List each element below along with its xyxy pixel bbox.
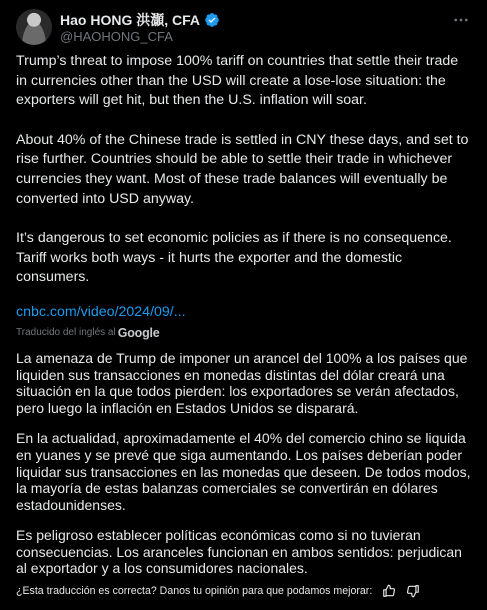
author-handle[interactable]: @HAOHONG_CFA (60, 29, 173, 44)
translation-feedback (16, 584, 473, 598)
post-link[interactable]: cnbc.com/video/2024/09/... (16, 303, 186, 320)
translated-paragraph: En la actualidad, aproximadamente el 40% del comercio chino se liquida en yuanes y se prevé que siga aumentando. Los países deberían poder liquidar sus transacciones en las monedas que deseen. De todos modos, la mayoría de estas balanzas comerciales se convertirán en dólares estadounidenses. (16, 430, 471, 513)
author-name[interactable]: Hao HONG 洪灝, CFA (60, 12, 201, 28)
verified-badge-icon (204, 12, 220, 28)
thumbs-down-icon[interactable] (406, 584, 420, 598)
thumbs-up-icon[interactable] (382, 584, 396, 598)
post-paragraph: Trump’s threat to impose 100% tariff on countries that settle their trade in currencies other than the USD will create a lose-lose situation: the exporters will get hit, but then the U.S. inflation will soar. (16, 53, 459, 109)
google-logo: Google (117, 325, 160, 340)
post-paragraph: It’s dangerous to set economic policies as if there is no consequence. Tariff works both ways - it hurts the exporter and the domestic consumers. (16, 230, 452, 286)
translation-attribution (16, 326, 473, 340)
post-text (16, 52, 473, 288)
translated-text (16, 350, 473, 577)
more-options-icon[interactable] (451, 10, 471, 30)
author-name-line (60, 10, 220, 30)
post-header (16, 8, 473, 48)
post-body (16, 52, 473, 591)
translated-paragraph: Es peligroso establecer políticas económicas como si no tuvieran consecuencias. Los aranceles funcionan en ambos sentidos: perjudican al exportador y a los consumidores nacionales. (16, 527, 462, 577)
feedback-question: ¿Esta traducción es correcta? Danos tu opinión para que podamos mejorar: (16, 585, 373, 597)
translation-label: Traducido del inglés al (16, 327, 116, 339)
avatar[interactable] (16, 9, 52, 45)
translated-paragraph: La amenaza de Trump de imponer un arancel del 100% a los países que liquiden sus transacciones en monedas distintas del dólar creará una situación en la que todos pierden: los exportadores se verán afectados, pero luego la inflación en Estados Unidos se disparará. (16, 349, 468, 416)
post-paragraph: About 40% of the Chinese trade is settled in CNY these days, and set to rise further. Countries should be able to settle their trade in whichever currencies they want. Most of these trade balances will eventually be converted into USD anyway. (16, 131, 469, 207)
